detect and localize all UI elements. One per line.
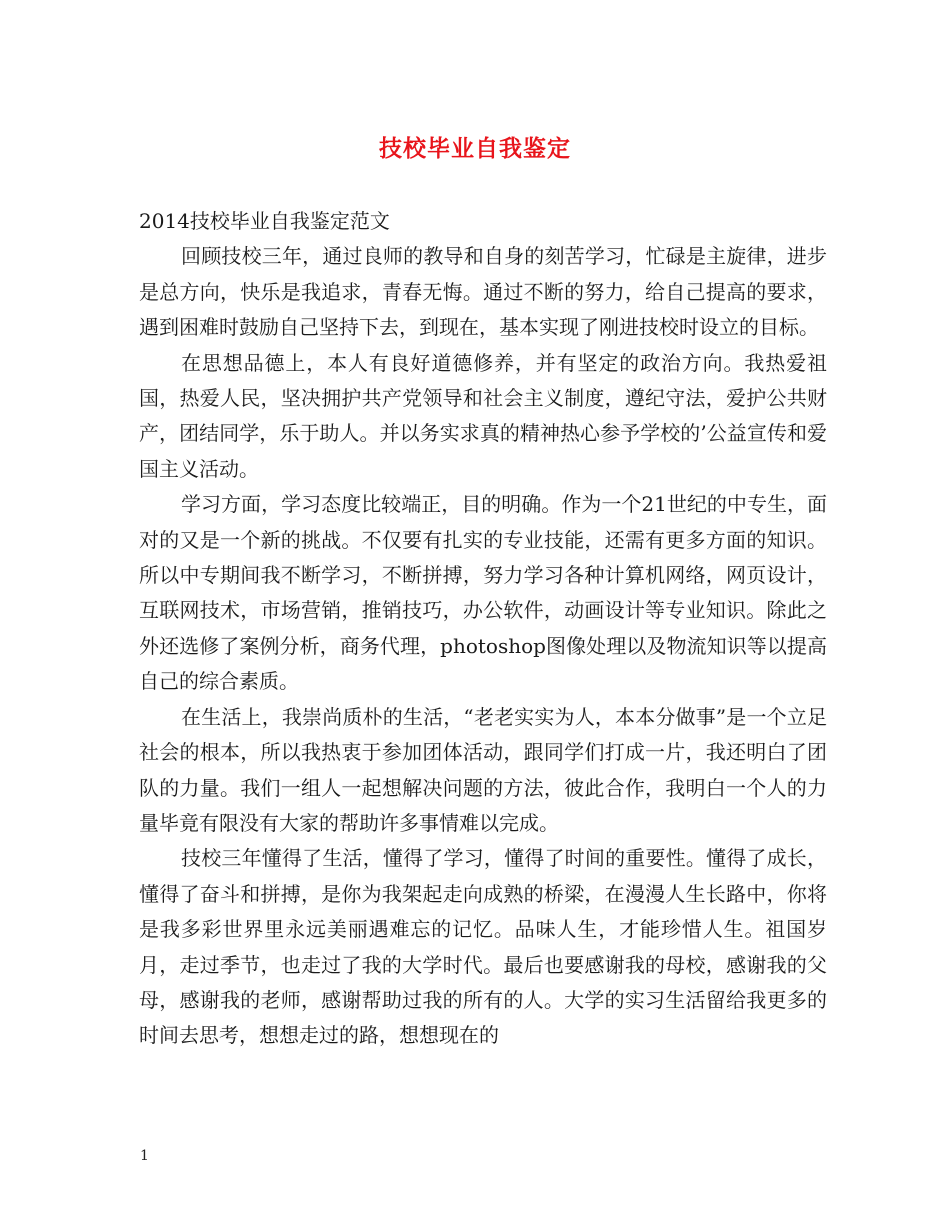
paragraph: 在生活上，我崇尚质朴的生活，“老老实实为人，本本分做事”是一个立足社会的根本，所以我热衷于参加团体活动，跟同学们打成一片，我还明白了团队的力量。我们一组人一起想解决问题的方法，彼此合作，我明白一个人的力量毕竟有限没有大家的帮助许多事情难以完成。 xyxy=(139,704,827,835)
paragraph: 学习方面，学习态度比较端正，目的明确。作为一个21世纪的中专生，面对的又是一个新的挑战。不仅要有扎实的专业技能，还需有更多方面的知识。所以中专期间我不断学习，不断拼搏，努力学习各种计算机网络，网页设计，互联网技术，市场营销，推销技巧，办公软件，动画设计等专业知识。除此之外还选修了案例分析，商务代理，photoshop图像处理以及物流知识等以提高自己的综合素质。 xyxy=(139,492,827,694)
paragraph: 技校三年懂得了生活，懂得了学习，懂得了时间的重要性。懂得了成长，懂得了奋斗和拼搏，是你为我架起走向成熟的桥梁，在漫漫人生长路中，你将是我多彩世界里永远美丽遇难忘的记忆。品味人生，才能珍惜人生。祖国岁月，走过季节，也走过了我的大学时代。最后也要感谢我的母校，感谢我的父母，感谢我的老师，感谢帮助过我的所有的人。大学的实习生活留给我更多的时间去思考，想想走过的路，想想现在的 xyxy=(139,846,827,1048)
document-body xyxy=(139,204,827,1054)
document-subtitle: 2014技校毕业自我鉴定范文 xyxy=(139,209,390,233)
document-title: 技校毕业自我鉴定 xyxy=(379,135,571,162)
paragraph: 在思想品德上，本人有良好道德修养，并有坚定的政治方向。我热爱祖国，热爱人民，坚决拥护共产党领导和社会主义制度，遵纪守法，爱护公共财产，团结同学，乐于助人。并以务实求真的精神热心参予学校的’公益宣传和爱国主义活动。 xyxy=(139,350,827,481)
paragraph: 回顾技校三年，通过良师的教导和自身的刻苦学习，忙碌是主旋律，进步是总方向，快乐是我追求，青春无悔。通过不断的努力，给自己提高的要求，遇到困难时鼓励自己坚持下去，到现在，基本实现了刚进技校时设立的目标。 xyxy=(139,244,827,340)
page-number: 1 xyxy=(140,1148,149,1164)
